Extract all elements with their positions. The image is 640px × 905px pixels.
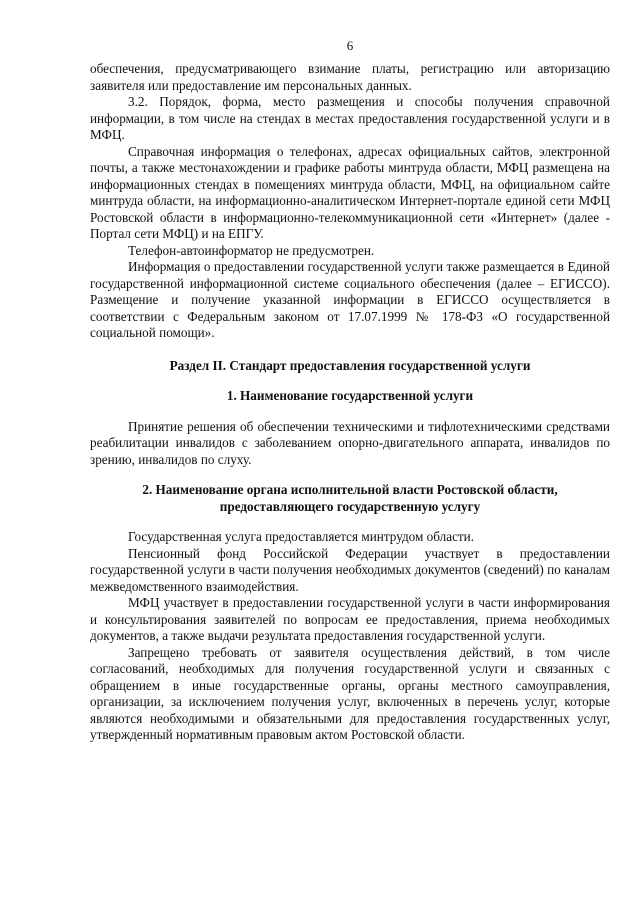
paragraph-prohibition: Запрещено требовать от заявителя осуществления действий, в том числе согласований, необходимых для получения государственной услуги и связанных с обращением в иные государственные органы, органы местного самоуправления, организации, за исключением получения услуг, включенных в перечень услуг, которые являются необходимыми и обязательными для предоставления государственных услуг, утвержденный нормативным правовым актом Ростовской области. xyxy=(90,644,610,742)
paragraph-3-2: 3.2. Порядок, форма, место размещения и способы получения справочной информации, в том числе на стендах в местах предоставления государственной услуги и в МФЦ. xyxy=(90,94,610,142)
heading-authority-line-1: 2. Наименование органа исполнительной власти Ростовской области, xyxy=(142,482,558,497)
paragraph-service-description: Принятие решения об обеспечении техническими и тифлотехническими средствами реабилитации инвалидов с заболеванием опорно-двигательного аппарата, инвалидов по зрению, инвалидов по слуху. xyxy=(90,418,610,467)
paragraph-egisso: Информация о предоставлении государственной услуги также размещается в Единой государственной информационной системе социального обеспечения (далее – ЕГИССО). Размещение и получение указанной информации в ЕГИССО осуществляется в соответствии с Федеральным законом от 17.07.1999 № 178-ФЗ «О государственной социальной помощи». xyxy=(90,259,610,340)
page-number: 6 xyxy=(346,38,354,53)
heading-service-name: 1. Наименование государственной услуги xyxy=(226,388,474,403)
paragraph-mfc: МФЦ участвует в предоставлении государственной услуги в части информирования и консультирования заявителей по вопросам ее предоставления, приема необходимых документов, а также выдачи результата предоставления государственной услуги. xyxy=(90,595,610,643)
paragraph-autoinformer: Телефон-автоинформатор не предусмотрен. xyxy=(128,242,375,258)
heading-authority-line-2: предоставляющего государственную услугу xyxy=(219,498,481,514)
document-page xyxy=(90,38,610,744)
paragraph-provider: Государственная услуга предоставляется минтрудом области. xyxy=(128,529,475,544)
paragraph-reference-info: Справочная информация о телефонах, адресах официальных сайтов, электронной почты, а также местонахождении и графике работы минтруда области, МФЦ размещена на информационных стендах в помещениях минтруда области, МФЦ, на официальном сайте минтруда области, на информационно-аналитическом Интернет-портале единой сети МФЦ Ростовской области в информационно-телекоммуникационной сети «Интернет» (далее - Портал сети МФЦ) и на ЕПГУ. xyxy=(90,143,610,241)
section-heading: Раздел II. Стандарт предоставления государственной услуги xyxy=(169,357,531,373)
paragraph-pension-fund: Пенсионный фонд Российской Федерации участвует в предоставлении государственной услуги в части получения необходимых документов (сведений) по каналам межведомственного взаимодействия. xyxy=(90,545,610,594)
paragraph-continuation: обеспечения, предусматривающего взимание платы, регистрацию или авторизацию заявителя или предоставление им персональных данных. xyxy=(90,61,610,93)
